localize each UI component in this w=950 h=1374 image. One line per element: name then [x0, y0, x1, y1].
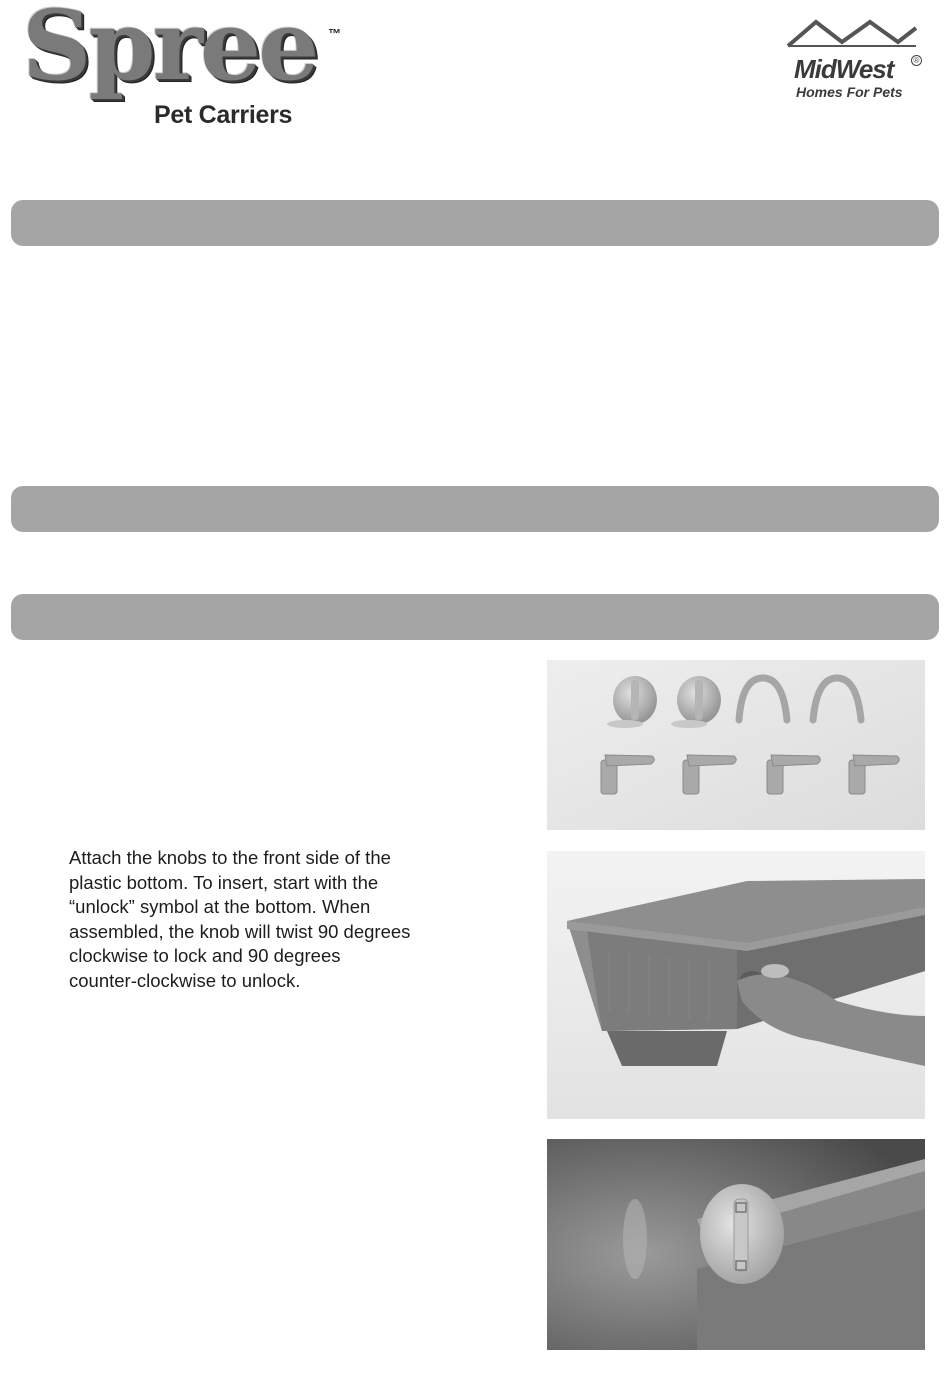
step-instruction-text: [69, 846, 469, 994]
midwest-logo-tagline: Homes For Pets: [796, 84, 903, 100]
knob-closeup-photo: [547, 1139, 925, 1350]
section-header-bar: [11, 486, 939, 532]
midwest-logo: [786, 18, 926, 108]
spree-logo: [22, 0, 362, 136]
roof-icon: [786, 18, 918, 52]
section-header-bar: [11, 594, 939, 640]
step-line: plastic bottom. To insert, start with the: [69, 871, 379, 893]
step-line: “unlock” symbol at the bottom. When: [69, 896, 371, 918]
step-line: Attach the knobs to the front side of the: [69, 847, 391, 868]
parts-photo: [547, 660, 925, 830]
midwest-logo-name: MidWest: [794, 54, 894, 84]
spree-logo-subtitle: Pet Carriers: [154, 101, 293, 129]
step-line: assembled, the knob will twist 90 degrees: [69, 920, 411, 942]
spree-logo-word: Spree: [22, 0, 317, 102]
attach-knob-photo: [547, 851, 925, 1119]
step-line: clockwise to lock and 90 degrees: [69, 945, 341, 967]
trademark-symbol: ™: [328, 26, 341, 41]
step-line: counter-clockwise to unlock.: [69, 969, 301, 991]
section-header-bar: [11, 200, 939, 246]
registered-symbol: ®: [911, 55, 922, 66]
